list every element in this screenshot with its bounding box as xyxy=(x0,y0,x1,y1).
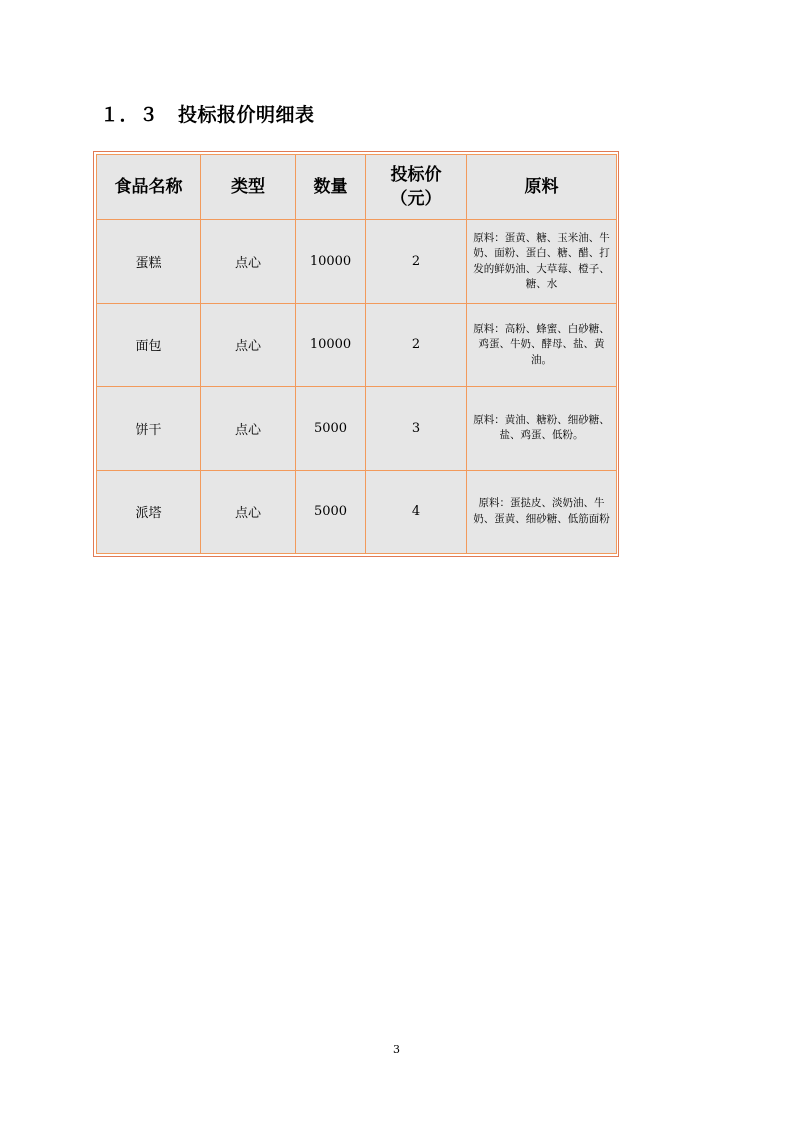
cell-food-name: 饼干 xyxy=(97,387,201,470)
header-bid-price-line1: 投标价 xyxy=(390,165,442,186)
header-bid-price xyxy=(366,155,467,220)
cell-quantity: 10000 xyxy=(296,303,366,386)
table-row xyxy=(97,303,617,386)
cell-ingredients: 原料：黄油、糖粉、细砂糖、盐、鸡蛋、低粉。 xyxy=(467,387,617,470)
header-quantity: 数量 xyxy=(296,155,366,220)
cell-ingredients: 原料：蛋黄、糖、玉米油、牛奶、面粉、蛋白、糖、醋、打发的鲜奶油、大草莓、橙子、糖、水 xyxy=(467,220,617,303)
cell-ingredients: 原料：高粉、蜂蜜、白砂糖、鸡蛋、牛奶、酵母、盐、黄油。 xyxy=(467,303,617,386)
table-row xyxy=(97,220,617,303)
cell-type: 点心 xyxy=(201,303,296,386)
table-header-row xyxy=(97,155,617,220)
bid-price-table xyxy=(96,154,617,554)
cell-food-name: 蛋糕 xyxy=(97,220,201,303)
table-row xyxy=(97,387,617,470)
cell-price: 2 xyxy=(366,220,467,303)
cell-price: 3 xyxy=(366,387,467,470)
header-ingredients: 原料 xyxy=(467,155,617,220)
cell-type: 点心 xyxy=(201,220,296,303)
cell-type: 点心 xyxy=(201,470,296,553)
cell-quantity: 5000 xyxy=(296,387,366,470)
bid-price-table-frame xyxy=(93,151,619,557)
table-row xyxy=(97,470,617,553)
section-heading: １．３ 投标报价明细表 xyxy=(100,104,315,126)
cell-price: 4 xyxy=(366,470,467,553)
cell-type: 点心 xyxy=(201,387,296,470)
cell-ingredients: 原料：蛋挞皮、淡奶油、牛奶、蛋黄、细砂糖、低筋面粉 xyxy=(467,470,617,553)
header-type: 类型 xyxy=(201,155,296,220)
header-food-name: 食品名称 xyxy=(97,155,201,220)
cell-food-name: 派塔 xyxy=(97,470,201,553)
cell-quantity: 10000 xyxy=(296,220,366,303)
header-bid-price-line2: （元） xyxy=(390,189,442,210)
cell-price: 2 xyxy=(366,303,467,386)
cell-food-name: 面包 xyxy=(97,303,201,386)
cell-quantity: 5000 xyxy=(296,470,366,553)
page-number: 3 xyxy=(393,1043,400,1056)
